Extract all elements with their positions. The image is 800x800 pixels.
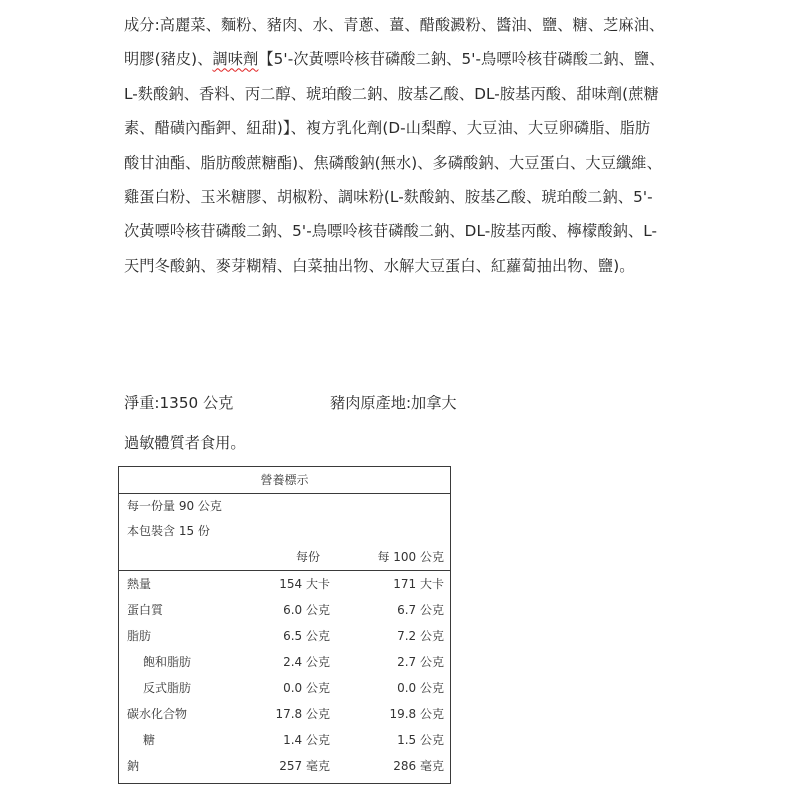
per-serving-value: 1.4 公克	[283, 733, 330, 747]
nutrient-name: 熱量	[127, 577, 152, 591]
per-serving-value: 154 大卡	[279, 577, 330, 591]
nutrition-row-trans-fat	[119, 675, 450, 701]
per-100g-value: 171 大卡	[393, 577, 444, 591]
ingredients-block	[124, 8, 684, 283]
ingredients-line: L-麩酸鈉、香料、丙二醇、琥珀酸二鈉、胺基乙酸、DL-胺基丙酸、甜味劑(蔗糖	[124, 84, 659, 103]
ingredients-line: 天門冬酸鈉、麥芽糊精、白菜抽出物、水解大豆蛋白、紅蘿蔔抽出物、鹽)。	[124, 256, 635, 275]
nutrition-facts-table	[118, 466, 451, 784]
ingredients-line: 酸甘油酯、脂肪酸蔗糖酯)、焦磷酸鈉(無水)、多磷酸鈉、大豆蛋白、大豆纖維、	[124, 153, 662, 172]
nutrient-name: 蛋白質	[127, 603, 164, 617]
per-100g-value: 0.0 公克	[397, 681, 444, 695]
per-100g-header: 每 100 公克	[377, 550, 444, 564]
nutrient-name: 飽和脂肪	[143, 655, 192, 669]
per-100g-value: 1.5 公克	[397, 733, 444, 747]
allergy-notice: 過敏體質者食用。	[124, 434, 246, 452]
per-serving-value: 2.4 公克	[283, 655, 330, 669]
ingredients-line: 成分:高麗菜、麵粉、豬肉、水、青蔥、薑、醋酸澱粉、醬油、鹽、糖、芝麻油、	[124, 16, 665, 34]
ingredients-text: 【5'-次黃嘌呤核苷磷酸二鈉、5'-鳥嘌呤核苷磷酸二鈉、鹽、	[258, 50, 665, 69]
net-weight: 淨重:1350 公克	[124, 394, 234, 412]
product-meta-row	[124, 392, 457, 413]
per-100g-value: 19.8 公克	[389, 707, 444, 721]
ingredients-line: 雞蛋白粉、玉米糖膠、胡椒粉、調味粉(L-麩酸鈉、胺基乙酸、琥珀酸二鈉、5'-	[124, 188, 653, 207]
per-serving-header: 每份	[295, 550, 320, 564]
pork-origin: 豬肉原產地:加拿大	[330, 394, 457, 412]
nutrient-name: 碳水化合物	[127, 707, 188, 721]
serving-size: 每一份量 90 公克	[127, 499, 222, 513]
per-100g-value: 286 毫克	[393, 759, 444, 773]
nutrition-row-sugar	[119, 727, 450, 753]
per-100g-value: 7.2 公克	[397, 629, 444, 643]
per-serving-value: 17.8 公克	[275, 707, 330, 721]
nutrition-row-carbohydrate	[119, 701, 450, 727]
servings-per-package: 本包裝含 15 份	[127, 524, 210, 538]
per-serving-value: 0.0 公克	[283, 681, 330, 695]
spellcheck-marked-word: 調味劑	[212, 50, 259, 69]
ingredients-line: 次黃嘌呤核苷磷酸二鈉、5'-鳥嘌呤核苷磷酸二鈉、DL-胺基丙酸、檸檬酸鈉、L-	[124, 222, 658, 241]
nutrient-name: 脂肪	[127, 629, 152, 643]
ingredients-line	[124, 42, 684, 76]
nutrition-row-protein	[119, 597, 450, 623]
nutrition-row-energy	[119, 571, 450, 597]
nutrition-row-saturated-fat	[119, 649, 450, 675]
nutrition-column-header	[119, 544, 450, 571]
per-serving-value: 6.0 公克	[283, 603, 330, 617]
ingredients-text: 明膠(豬皮)、	[124, 50, 213, 69]
ingredients-line: 素、醋磺內酯鉀、紐甜)】、複方乳化劑(D-山梨醇、大豆油、大豆卵磷脂、脂肪	[124, 119, 651, 138]
nutrition-title: 營養標示	[119, 467, 450, 494]
nutrient-name: 反式脂肪	[143, 681, 192, 695]
nutrient-name: 糖	[143, 733, 156, 747]
per-serving-value: 257 毫克	[279, 759, 330, 773]
nutrition-row-sodium	[119, 753, 450, 779]
nutrition-row-fat	[119, 623, 450, 649]
per-serving-value: 6.5 公克	[283, 629, 330, 643]
nutrient-name: 鈉	[127, 759, 140, 773]
per-100g-value: 2.7 公克	[397, 655, 444, 669]
per-100g-value: 6.7 公克	[397, 603, 444, 617]
